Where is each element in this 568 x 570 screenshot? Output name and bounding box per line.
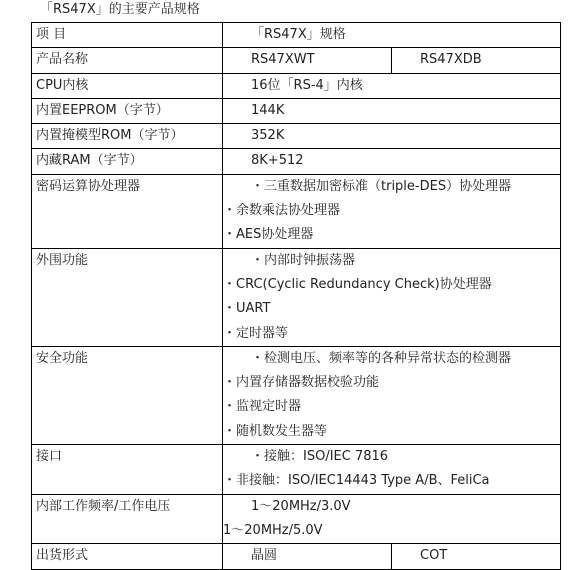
table-row-header (32, 23, 561, 48)
spec-table (31, 22, 561, 570)
value-line: ・三重数据加密标准（triple-DES）协处理器 (251, 178, 512, 194)
row-value-a: RS47XWT (223, 48, 392, 73)
table-row-cpu (32, 73, 561, 98)
value-line: ・余数乘法协处理器 (223, 203, 341, 219)
table-row-ram (32, 149, 561, 174)
table-row-rom (32, 124, 561, 149)
row-value (223, 346, 561, 444)
value-line: ・非接触：ISO/IEC14443 Type A/B、FeliCa (223, 473, 490, 489)
value-line: 1～20MHz/5.0V (223, 522, 323, 538)
value-line: ・AES协处理器 (223, 227, 314, 243)
row-label: 内置掩模型ROM（字节） (32, 124, 223, 149)
row-label: 外围功能 (32, 248, 223, 346)
row-value-b: COT (392, 544, 561, 569)
table-row-eeprom (32, 98, 561, 123)
value-line: ・接触：ISO/IEC 7816 (251, 449, 389, 465)
row-value (223, 174, 561, 248)
row-value: 16位「RS-4」内核 (223, 73, 561, 98)
row-label: 内部工作频率/工作电压 (32, 494, 223, 544)
value-line: ・随机数发生器等 (223, 423, 328, 439)
row-label: 产品名称 (32, 48, 223, 73)
row-label: 内藏RAM（字节） (32, 149, 223, 174)
value-line: 1～20MHz/3.0V (251, 498, 351, 514)
table-row-shipping (32, 544, 561, 569)
row-value (223, 445, 561, 495)
row-value: 「RS47X」规格 (223, 23, 561, 48)
row-label: 接口 (32, 445, 223, 495)
table-row-security (32, 346, 561, 444)
table-caption: 「RS47X」的主要产品规格 (40, 2, 200, 17)
row-value (223, 248, 561, 346)
row-value-b: RS47XDB (392, 48, 561, 73)
table-row-interface (32, 445, 561, 495)
row-value-a: 晶圆 (223, 544, 392, 569)
row-label: CPU内核 (32, 73, 223, 98)
row-label: 密码运算协处理器 (32, 174, 223, 248)
value-line: ・定时器等 (223, 325, 289, 341)
row-value: 352K (223, 124, 561, 149)
table-row-product-name (32, 48, 561, 73)
row-value: 8K+512 (223, 149, 561, 174)
value-line: ・检测电压、频率等的各种异常状态的检测器 (251, 350, 512, 366)
row-label: 项 目 (32, 23, 223, 48)
value-line: ・内部时钟振荡器 (251, 252, 356, 268)
table-row-crypto (32, 174, 561, 248)
value-line: ・监视定时器 (223, 399, 302, 415)
row-value (223, 494, 561, 544)
row-label: 内置EEPROM（字节） (32, 98, 223, 123)
row-label: 安全功能 (32, 346, 223, 444)
row-value: 144K (223, 98, 561, 123)
row-label: 出货形式 (32, 544, 223, 569)
value-line: ・内置存储器数据校验功能 (223, 375, 380, 391)
table-row-peripheral (32, 248, 561, 346)
table-row-frequency (32, 494, 561, 544)
value-line: ・UART (223, 301, 271, 317)
value-line: ・CRC(Cyclic Redundancy Check)协处理器 (223, 276, 492, 292)
